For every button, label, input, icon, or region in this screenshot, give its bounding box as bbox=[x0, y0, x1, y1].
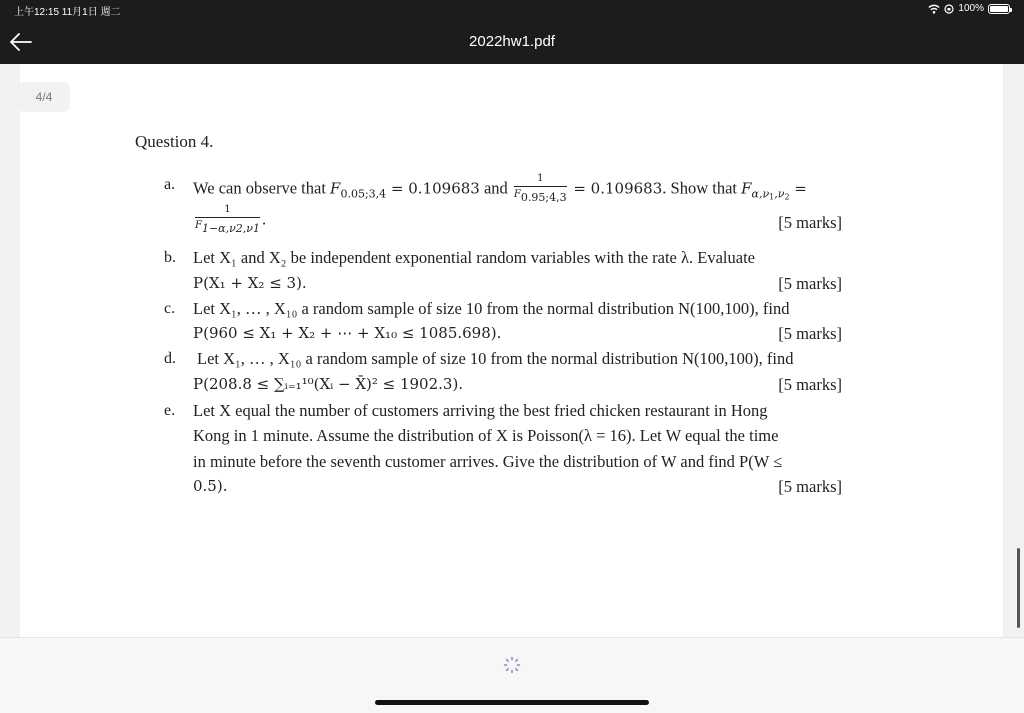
question-title: Question 4. bbox=[135, 132, 214, 151]
part-e-line-1: Let X equal the number of customers arriving the best fried chicken restaurant in Hong bbox=[193, 401, 768, 420]
part-e-line-4: 0.5). bbox=[193, 477, 228, 495]
f-alpha-sub: α,ν bbox=[751, 187, 770, 201]
status-icons bbox=[928, 3, 1010, 14]
top-bar bbox=[0, 0, 1024, 64]
fraction-denominator: F0.95;4,3 bbox=[513, 189, 567, 204]
part-e-marks: [5 marks] bbox=[778, 477, 842, 496]
loading-spinner-icon bbox=[503, 656, 521, 674]
show-text: . Show that bbox=[662, 178, 742, 198]
scroll-indicator[interactable] bbox=[1017, 548, 1020, 628]
page-indicator: 4/4 bbox=[18, 82, 70, 112]
f-alpha-sub-2: 1 bbox=[769, 192, 775, 202]
part-b-line-1: Let X₁ and X₂ be independent exponential random variables with the rate λ. Evaluate bbox=[193, 248, 755, 267]
fraction bbox=[514, 173, 567, 204]
status-time: 上午12:15 11月1日 週二 bbox=[14, 7, 121, 18]
orientation-lock-icon bbox=[944, 4, 954, 14]
part-a-label: a. bbox=[164, 176, 176, 193]
f-alpha-sub-3: ,ν bbox=[774, 187, 785, 201]
fraction-2 bbox=[195, 204, 260, 235]
battery-percent: 100% bbox=[958, 3, 984, 14]
part-d-line-1: Let X₁, … , X₁₀ a random sample of size 10 from the normal distribution N(100,100), find bbox=[197, 349, 794, 368]
battery-icon bbox=[988, 4, 1010, 14]
part-d-line-2: P(208.8 ≤ ∑ᵢ₌₁¹⁰(Xᵢ − X̄)² ≤ 1902.3). bbox=[193, 375, 464, 393]
wifi-icon bbox=[928, 4, 940, 14]
f-subscript: 0.05;3,4 bbox=[340, 187, 387, 201]
part-e-label: e. bbox=[164, 402, 176, 419]
part-e-line-3: in minute before the seventh customer arrives. Give the distribution of W and find P(W ≤ bbox=[193, 452, 783, 471]
part-a-text: We can observe that bbox=[193, 178, 331, 198]
and-text: and bbox=[479, 178, 512, 198]
equals-sign: = bbox=[789, 179, 807, 198]
part-a-marks: [5 marks] bbox=[778, 213, 842, 232]
equation-value-2: = 0.109683 bbox=[568, 179, 663, 198]
part-d-label: d. bbox=[164, 350, 176, 367]
part-c-label: c. bbox=[164, 300, 176, 317]
part-b-marks: [5 marks] bbox=[778, 274, 842, 293]
part-d-marks: [5 marks] bbox=[778, 375, 842, 394]
f-alpha-symbol: F bbox=[741, 179, 752, 198]
part-a-line-2: $\frac{1}{F1-\alpha,\nu 2,\nu 1}$ . bbox=[195, 204, 267, 235]
home-indicator[interactable] bbox=[375, 700, 649, 705]
fraction-2-denominator: F1−α,ν2,ν1 bbox=[195, 220, 260, 235]
part-e-line-2: Kong in 1 minute. Assume the distribution of X is Poisson(λ = 16). Let W equal the time bbox=[193, 426, 779, 445]
part-c-line-1: Let X₁, … , X₁₀ a random sample of size 10 from the normal distribution N(100,100), find bbox=[193, 299, 790, 318]
f-symbol: F bbox=[330, 179, 341, 198]
equation-value: = 0.109683 bbox=[386, 179, 480, 198]
part-b-line-2: P(X₁ + X₂ ≤ 3). bbox=[193, 274, 307, 292]
part-b-label: b. bbox=[164, 249, 176, 266]
fraction-numerator: 1 bbox=[514, 173, 567, 187]
part-a-line-1 bbox=[193, 174, 807, 205]
document-title: 2022hw1.pdf bbox=[469, 33, 555, 50]
part-c-marks: [5 marks] bbox=[778, 324, 842, 343]
f-alpha-sub-4: 2 bbox=[784, 192, 790, 202]
fraction-2-numerator: 1 bbox=[195, 204, 260, 218]
part-c-line-2: P(960 ≤ X₁ + X₂ + ⋯ + X₁₀ ≤ 1085.698). bbox=[193, 324, 502, 342]
